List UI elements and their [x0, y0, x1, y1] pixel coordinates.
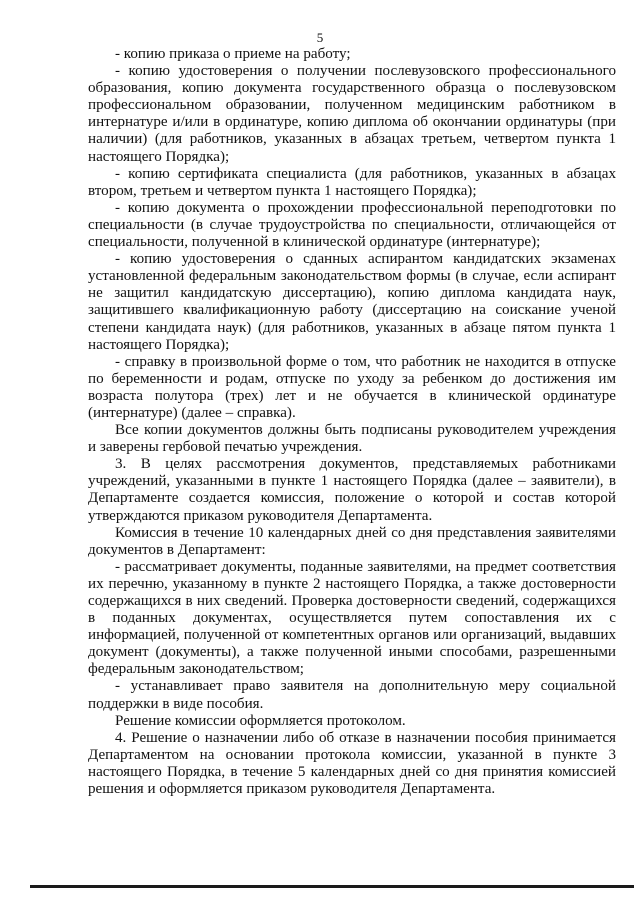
paragraph: - копию удостоверения о получении послевузовского профессионального образования, копию документа государственного образца о послевузовском профессиональном образовании, полученном медицинским работником в интернатуре и/или в ординатуре, копию диплома об окончании ординатуры (при наличии) (для работников, указанных в абзацах третьем, четвертом пункта 1 настоящего Порядка); [88, 63, 616, 165]
paragraph: - копию удостоверения о сданных аспирантом кандидатских экзаменах установленной федеральным законодательством формы (в случае, если аспирант не защитил кандидатскую диссертацию), копию диплома кандидата наук, защитившего квалификационную работу (диссертацию на соискание ученой степени кандидата наук) (для работников, указанных в абзаце пятом пункта 1 настоящего Порядка); [88, 251, 616, 353]
paragraph: - рассматривает документы, поданные заявителями, на предмет соответствия их перечню, указанному в пункте 2 настоящего Порядка, а также достоверности содержащихся в них сведений. Проверка достоверности сведений, содержащихся в поданных документах, осуществляется путем сопоставления их с информацией, полученной от компетентных органов или организаций, выдавших документ (документы), а также полученной иными способами, разрешенными федеральным законодательством; [88, 558, 616, 678]
bottom-rule [30, 885, 634, 888]
paragraph: 4. Решение о назначении либо об отказе в назначении пособия принимается Департаментом на основании протокола комиссии, указанной в пункте 3 настоящего Порядка, в течение 5 календарных дней со дня принятия комиссией решения и оформляется приказом руководителя Департамента. [88, 729, 616, 798]
document-body [88, 46, 616, 798]
paragraph: Комиссия в течение 10 календарных дней со дня представления заявителями документов в Департамент: [88, 524, 616, 558]
paragraph: 3. В целях рассмотрения документов, представляемых работниками учреждений, указанными в пункте 1 настоящего Порядка (далее – заявители), в Департаменте создается комиссия, положение о которой и состав которой утверждаются приказом руководителя Департамента. [88, 456, 616, 524]
paragraph: - устанавливает право заявителя на дополнительную меру социальной поддержки в виде пособия. [88, 678, 616, 712]
paragraph: - копию сертификата специалиста (для работников, указанных в абзацах втором, третьем и четвертом пункта 1 настоящего Порядка); [88, 165, 616, 199]
paragraph: Решение комиссии оформляется протоколом. [115, 712, 406, 729]
page-number: 5 [316, 30, 324, 45]
paragraph: Все копии документов должны быть подписаны руководителем учреждения и заверены гербовой печатью учреждения. [88, 422, 616, 456]
paragraph: - копию документа о прохождении профессиональной переподготовки по специальности (в случае трудоустройства по специальности, отличающейся от специальности, полученной в клинической ординатуре (интернатуре); [88, 199, 616, 251]
paragraph: - справку в произвольной форме о том, что работник не находится в отпуске по беременности и родам, отпуске по уходу за ребенком до достижения им возраста полутора (трех) лет и не обучается в клинической ординатуре (интернатуре) (далее – справка). [88, 353, 616, 421]
paragraph: - копию приказа о приеме на работу; [115, 46, 351, 62]
